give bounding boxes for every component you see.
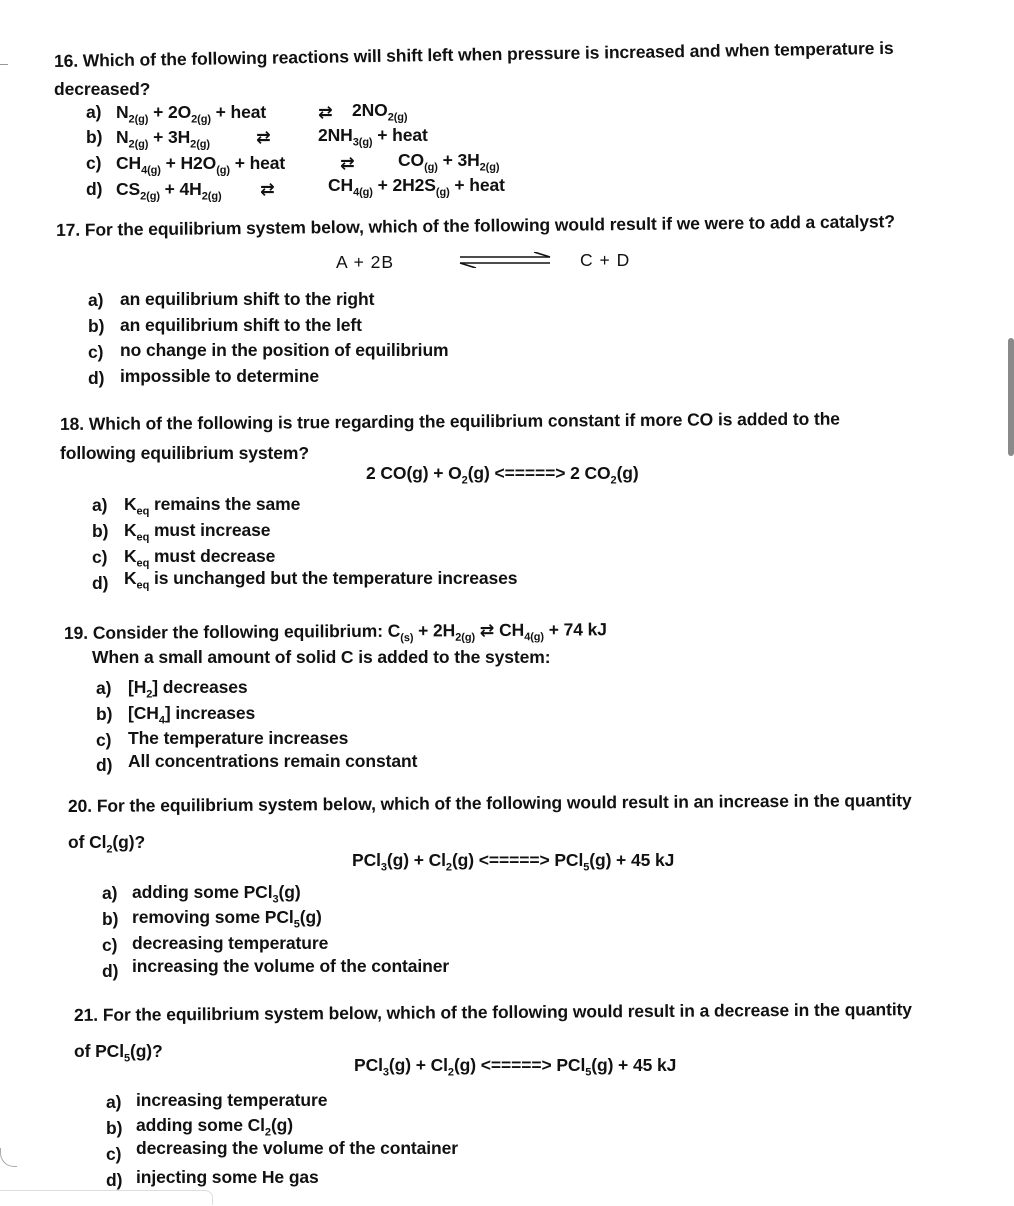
q21-option-b-text: adding some $Cl_2(g)$ (136, 1115, 293, 1139)
q16-option-a-products: $2NO_{2(g)}$ (352, 100, 408, 124)
q19-option-b-text: $[CH_4]$ increases (128, 703, 256, 727)
q17-option-c-label[interactable]: c) (88, 342, 104, 362)
q17-stem: 17. For the equilibrium system below, which of the following would result if we were to add a catalyst? (55, 211, 895, 240)
q21-option-b-label[interactable]: b) (106, 1118, 123, 1138)
double-arrow-icon (458, 252, 554, 268)
q17-equation-reactants: A + 2B (336, 252, 395, 272)
q16-option-b-products: $2NH_{3(g)}$ + heat (318, 125, 428, 149)
q17-option-a-label[interactable]: a) (88, 290, 104, 310)
q20-option-c-text: decreasing temperature (132, 933, 329, 953)
q16-option-c-reactants: $CH_{4(g)} + H2O_{(g)}$ + heat (116, 153, 286, 177)
q20-option-a-text: adding some PCl$_3$(g) (132, 882, 301, 906)
q19-option-d-text: All concentrations remain constant (128, 751, 418, 771)
q20-equation: $PCl_3(g) + Cl_2(g)$ <=====> PCl$_5$(g) + 45 kJ (352, 850, 675, 874)
q18-option-c-label[interactable]: c) (92, 547, 108, 567)
q18-option-c-text: $K_{eq}$ must decrease (124, 546, 276, 570)
q20-option-c-label[interactable]: c) (102, 935, 118, 955)
q21-option-d-label[interactable]: d) (106, 1170, 123, 1190)
q18-option-d-text: $K_{eq}$ is unchanged but the temperature increases (124, 568, 518, 592)
q19-stem-line1: 19. Consider the following equilibrium: $C_{(s)} + 2H_{2(g)}$ ⇄ $CH_{4(g)} + 74$ kJ (63, 619, 607, 645)
q16-option-d-products: $CH_{4(g)} + 2H2S_{(g)}$ + heat (328, 175, 505, 199)
q20-option-b-text: removing some PCl$_5$(g) (132, 907, 322, 931)
q17-option-d-label[interactable]: d) (88, 368, 105, 388)
equilibrium-arrow-icon: ⇄ (318, 102, 333, 122)
q16-option-b-reactants: $N_{2(g)} + 3H_{2(g)}$ (116, 127, 210, 151)
q17-option-d-text: impossible to determine (120, 366, 319, 386)
q16-stem-line2: decreased? (54, 79, 151, 99)
q20-option-d-label[interactable]: d) (102, 961, 119, 981)
q18-option-a-text: $K_{eq}$ remains the same (124, 494, 301, 518)
q20-option-b-label[interactable]: b) (102, 909, 119, 929)
vertical-scrollbar[interactable] (1008, 338, 1014, 456)
page-bottom-edge (0, 1190, 213, 1205)
q19-option-a-label[interactable]: a) (96, 678, 112, 698)
q16-stem-line1: 16. Which of the following reactions will shift left when pressure is increased and when temperature is (53, 37, 894, 71)
equilibrium-arrow-icon: ⇄ (260, 179, 275, 199)
q19-option-c-text: The temperature increases (128, 728, 349, 748)
q19-stem-line2: When a small amount of solid C is added to the system: (92, 647, 551, 667)
q17-option-b-label[interactable]: b) (88, 316, 105, 336)
page-curl-decoration (0, 1148, 17, 1167)
q18-stem-line1: 18. Which of the following is true regarding the equilibrium constant if more CO is added to the (59, 408, 840, 434)
q16-option-c-products: $CO_{(g)} + 3H_{2(g)}$ (398, 150, 500, 174)
q20-stem-line1: 20. For the equilibrium system below, which of the following would result in an increase in the quantity (67, 790, 912, 816)
q18-stem-line2: following equilibrium system? (60, 443, 309, 463)
q16-option-a-label[interactable]: a) (86, 102, 102, 122)
q21-option-c-text: decreasing the volume of the container (136, 1138, 458, 1158)
q18-option-b-text: $K_{eq}$ must increase (124, 520, 271, 544)
q18-equation: 2 $CO(g) + O_2(g)$ <=====> 2 $CO_2(g)$ (366, 463, 639, 487)
q19-option-a-text: $[H_2]$ decreases (128, 677, 248, 701)
q20-option-a-label[interactable]: a) (102, 883, 118, 903)
q16-option-b-label[interactable]: b) (86, 127, 103, 147)
q17-option-b-text: an equilibrium shift to the left (120, 315, 362, 335)
q19-option-d-label[interactable]: d) (96, 755, 113, 775)
q21-option-d-text: injecting some He gas (136, 1167, 319, 1187)
q19-option-c-label[interactable]: c) (96, 730, 112, 750)
page-edge-mark (0, 64, 8, 65)
q17-option-c-text: no change in the position of equilibrium (120, 340, 449, 360)
q19-option-b-label[interactable]: b) (96, 704, 113, 724)
q20-stem-line2: of $Cl_2(g)$? (68, 832, 146, 856)
q16-option-d-reactants: $CS_{2(g)} + 4H_{2(g)}$ (116, 179, 222, 203)
equilibrium-arrow-icon: ⇄ (256, 127, 271, 147)
equilibrium-arrow-icon: ⇄ (340, 153, 355, 173)
q21-stem-line1: 21. For the equilibrium system below, which of the following would result in a decrease in the quantity (73, 999, 912, 1025)
q18-option-a-label[interactable]: a) (92, 495, 108, 515)
q16-option-a-reactants: $N_{2(g)} + 2O_{2(g)}$ + heat (116, 102, 267, 126)
q18-option-d-label[interactable]: d) (92, 573, 109, 593)
q21-stem-line2: of PCl$_5$(g)? (74, 1041, 163, 1065)
q21-equation: $PCl_3(g) + Cl_2(g)$ <=====> PCl$_5$(g) + 45 kJ (354, 1055, 677, 1079)
q21-option-c-label[interactable]: c) (106, 1144, 122, 1164)
q20-option-d-text: increasing the volume of the container (132, 956, 450, 976)
q16-option-c-label[interactable]: c) (86, 153, 102, 173)
q21-option-a-label[interactable]: a) (106, 1092, 122, 1112)
q17-option-a-text: an equilibrium shift to the right (120, 289, 375, 309)
q21-option-a-text: increasing temperature (136, 1090, 328, 1110)
q17-equation-products: C + D (580, 250, 631, 270)
q18-option-b-label[interactable]: b) (92, 521, 109, 541)
q16-option-d-label[interactable]: d) (86, 179, 103, 199)
